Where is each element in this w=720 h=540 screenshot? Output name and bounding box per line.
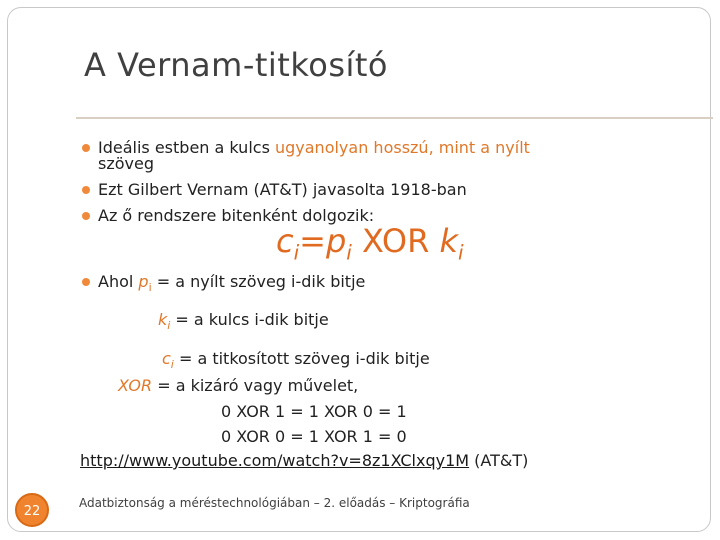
bullet-1-accent: ugyanolyan hosszú, mint a nyílt <box>274 138 530 157</box>
where-sub: i <box>148 281 152 295</box>
where-post: = a nyílt szöveg i-dik bitje <box>151 272 366 291</box>
formula-k-sub: i <box>458 240 464 265</box>
formula-eq: = <box>299 222 326 260</box>
bullet-dot-icon <box>82 278 90 286</box>
bullet-dot-icon <box>82 212 90 220</box>
def-xor-text: = a kizáró vagy művelet, <box>152 376 359 395</box>
def-c <box>162 349 430 371</box>
slide-title: A Vernam-titkosító <box>84 46 388 84</box>
formula-c: c <box>276 222 294 260</box>
bullet-1-text: Ideális estben a kulcs <box>98 138 275 157</box>
formula-p: p <box>325 222 347 260</box>
bullet-dot-icon <box>82 186 90 194</box>
def-c-sub: i <box>170 358 174 372</box>
youtube-link[interactable]: http://www.youtube.com/watch?v=8z1XClxqy1M <box>80 451 470 470</box>
def-xor <box>118 376 358 395</box>
formula-k: k <box>439 222 459 260</box>
bullet-2-text: Ezt Gilbert Vernam (AT&T) javasolta 1918-ban <box>98 180 467 199</box>
where-pre: Ahol <box>98 272 139 291</box>
bullet-2 <box>82 180 467 199</box>
vernam-formula <box>276 222 464 264</box>
slide-number-badge: 22 <box>15 493 49 527</box>
formula-c-sub: i <box>293 240 300 265</box>
bullet-1-continuation: szöveg <box>98 154 154 173</box>
formula-xor: XOR <box>351 222 440 260</box>
bullet-4 <box>82 272 365 294</box>
bullet-dot-icon <box>82 144 90 152</box>
link-after-text: (AT&T) <box>469 451 529 470</box>
def-xor-label: XOR <box>118 376 153 395</box>
truth-line-2: 0 XOR 0 = 1 XOR 1 = 0 <box>221 427 407 446</box>
youtube-link-line <box>80 451 528 470</box>
def-c-var: c <box>162 349 171 368</box>
def-k-sub: i <box>167 319 171 333</box>
truth-line-1: 0 XOR 1 = 1 XOR 0 = 1 <box>221 402 407 421</box>
def-k <box>158 310 329 332</box>
footer-text: Adatbiztonság a méréstechnológiában – 2. előadás – Kriptográfia <box>79 496 470 510</box>
def-c-text: = a titkosított szöveg i-dik bitje <box>173 349 430 368</box>
def-k-var: k <box>158 310 168 329</box>
formula-p-sub: i <box>346 240 352 265</box>
where-var: p <box>138 272 149 291</box>
def-k-text: = a kulcs i-dik bitje <box>170 310 329 329</box>
bullet-3-text: Az ő rendszere bitenként dolgozik: <box>98 206 375 225</box>
title-divider <box>76 117 713 119</box>
